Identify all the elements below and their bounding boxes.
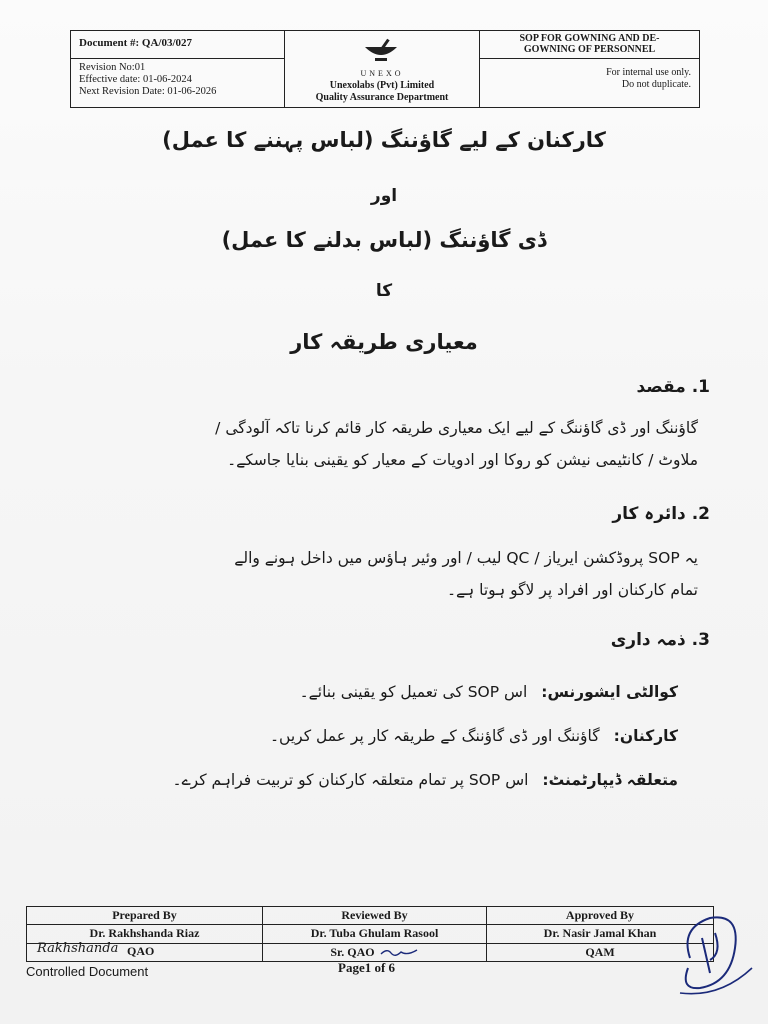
mortar-pestle-logo-icon <box>361 37 401 63</box>
reviewed-column <box>263 907 487 961</box>
reviewed-role-row <box>263 944 486 961</box>
revision-info <box>71 59 284 98</box>
prepared-role: QAO <box>127 943 155 958</box>
section-scope-heading: 2. دائرہ کار <box>612 504 710 524</box>
signature-table <box>26 906 714 962</box>
company-name: Unexolabs (Pvt) Limited <box>329 80 435 91</box>
responsibility-text: اس SOP پر تمام متعلقہ کارکنان کو تربیت فراہم کرے۔ <box>172 771 529 789</box>
section-responsibility-heading: 3. ذمہ داری <box>610 630 710 650</box>
scope-line-2: تمام کارکنان اور افراد پر لاگو ہوتا ہے۔ <box>446 581 698 599</box>
document-header <box>70 30 700 108</box>
internal-use-note <box>480 59 699 91</box>
sop-title-line1: SOP FOR GOWNING AND DE- <box>519 33 660 44</box>
prepared-sign-row <box>27 940 262 961</box>
responsibility-label: کارکنان: <box>613 727 678 745</box>
title-line-3: ڈی گاؤننگ (لباس بدلنے کا عمل) <box>221 228 547 252</box>
responsibility-label: متعلقہ ڈیپارٹمنٹ: <box>542 771 678 789</box>
approved-name: Dr. Nasir Jamal Khan <box>487 925 713 943</box>
department-name: Quality Assurance Department <box>315 92 449 103</box>
responsibility-text: اس SOP کی تعمیل کو یقینی بنائے۔ <box>299 683 528 701</box>
reviewer-signature-icon <box>379 946 419 958</box>
title-line-5: معیاری طریقہ کار <box>290 330 478 354</box>
approved-label: Approved By <box>487 907 713 925</box>
section-purpose-heading: 1. مقصد <box>636 377 710 397</box>
controlled-document-label: Controlled Document <box>26 964 149 979</box>
title-line-2: اور <box>370 186 398 206</box>
header-doc-info <box>71 31 285 107</box>
prepared-label: Prepared By <box>27 907 262 925</box>
purpose-line-2: ملاوٹ / کانٹیمی نیشن کو روکا اور ادویات کے معیار کو یقینی بنایا جاسکے۔ <box>227 451 698 469</box>
brand-name: UNEXO <box>360 69 404 78</box>
responsibility-department <box>173 768 679 792</box>
next-revision-date: Next Revision Date: 01-06-2026 <box>79 86 217 97</box>
header-company <box>285 31 480 107</box>
page-number: Page1 of 6 <box>338 960 396 975</box>
prepared-name: Dr. Rakhshanda Riaz <box>27 925 262 943</box>
reviewed-label: Reviewed By <box>263 907 486 925</box>
reviewed-name: Dr. Tuba Ghulam Rasool <box>263 925 486 943</box>
internal-note-line2: Do not duplicate. <box>621 79 691 90</box>
document-number: Document #: QA/03/027 <box>71 31 284 59</box>
prepared-signature: Rakhshanda <box>37 940 119 956</box>
responsibility-text: گاؤننگ اور ڈی گاؤننگ کے طریقہ کار پر عمل کریں۔ <box>269 727 600 745</box>
sop-title-line2: GOWNING OF PERSONNEL <box>523 44 656 55</box>
header-sop-title <box>480 31 699 107</box>
responsibility-workers <box>270 724 678 748</box>
internal-note-line1: For internal use only. <box>606 67 691 78</box>
title-line-1: کارکنان کے لیے گاؤننگ (لباس پہننے کا عمل) <box>162 128 606 152</box>
reviewed-role: Sr. QAO <box>330 944 375 959</box>
section-purpose-text <box>58 412 698 476</box>
approver-signature-icon <box>660 898 760 1008</box>
responsibility-qa <box>300 680 678 704</box>
sop-title <box>480 31 699 59</box>
title-line-4: کا <box>375 281 393 301</box>
responsibility-label: کوالٹی ایشورنس: <box>541 683 678 701</box>
approved-role: QAM <box>585 944 615 959</box>
prepared-column <box>27 907 263 961</box>
revision-no: Revision No:01 <box>79 62 146 73</box>
scope-line-1: یہ SOP پروڈکشن ایریاز / QC لیب / اور وئیر ہاؤس میں داخل ہونے والے <box>234 549 698 567</box>
purpose-line-1: گاؤننگ اور ڈی گاؤننگ کے لیے ایک معیاری طریقہ کار قائم کرنا تاکہ آلودگی / <box>215 419 698 437</box>
effective-date: Effective date: 01-06-2024 <box>79 74 192 85</box>
section-scope-text <box>58 542 698 606</box>
